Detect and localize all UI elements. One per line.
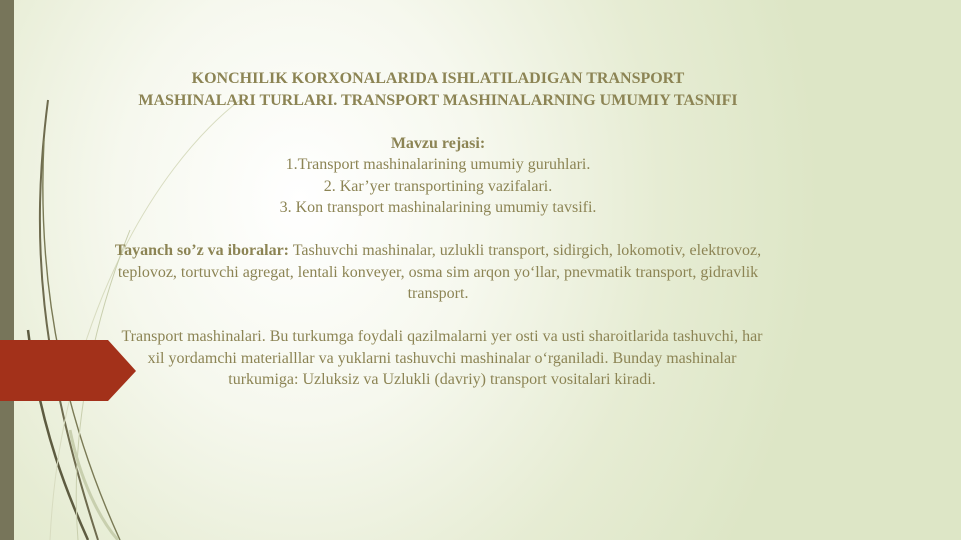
- slide-content: [92, 68, 784, 391]
- keywords-label: Tayanch so’z va iboralar:: [114, 242, 289, 259]
- left-accent-bar: [0, 0, 14, 540]
- plan-item-3: 3. Kon transport mashinalarining umumiy tavsifi.: [279, 199, 597, 216]
- spacer: [92, 219, 784, 241]
- body-paragraph: Transport mashinalari. Bu turkumga foydali qazilmalarni yer osti va usti sharoitlarida tashuvchi, har xil yordamchi materialllar va yuklarni tashuvchi mashinalar o‘rganiladi. Bunday mashinalar turkumiga: Uzluksiz va Uzlukli (davriy) transport vositalari kiradi.: [121, 328, 763, 388]
- title-line-2: MASHINALARI TURLARI. TRANSPORT MASHINALARNING UMUMIY TASNIFI: [138, 91, 738, 109]
- plan-item-2: 2. Kar’yer transportining vazifalari.: [323, 177, 553, 195]
- keywords-paragraph: [92, 240, 784, 305]
- keywords-text: Tashuvchi mashinalar, uzlukli transport, sidirgich, lokomotiv, elektrovoz, teplovoz, tortuvchi agregat, lentali konveyer, osma sim arqon yo‘llar, pnevmatik transport, gidravlik transport.: [117, 242, 762, 302]
- plan-item-1: 1.Transport mashinalarining umumiy guruhlari.: [285, 156, 591, 173]
- title-line-1: KONCHILIK KORXONALARIDA ISHLATILADIGAN TRANSPORT: [191, 70, 685, 87]
- slide-title: [92, 68, 784, 111]
- plan-heading: Mavzu rejasi:: [390, 134, 486, 152]
- spacer: [92, 111, 784, 133]
- spacer: [92, 305, 784, 327]
